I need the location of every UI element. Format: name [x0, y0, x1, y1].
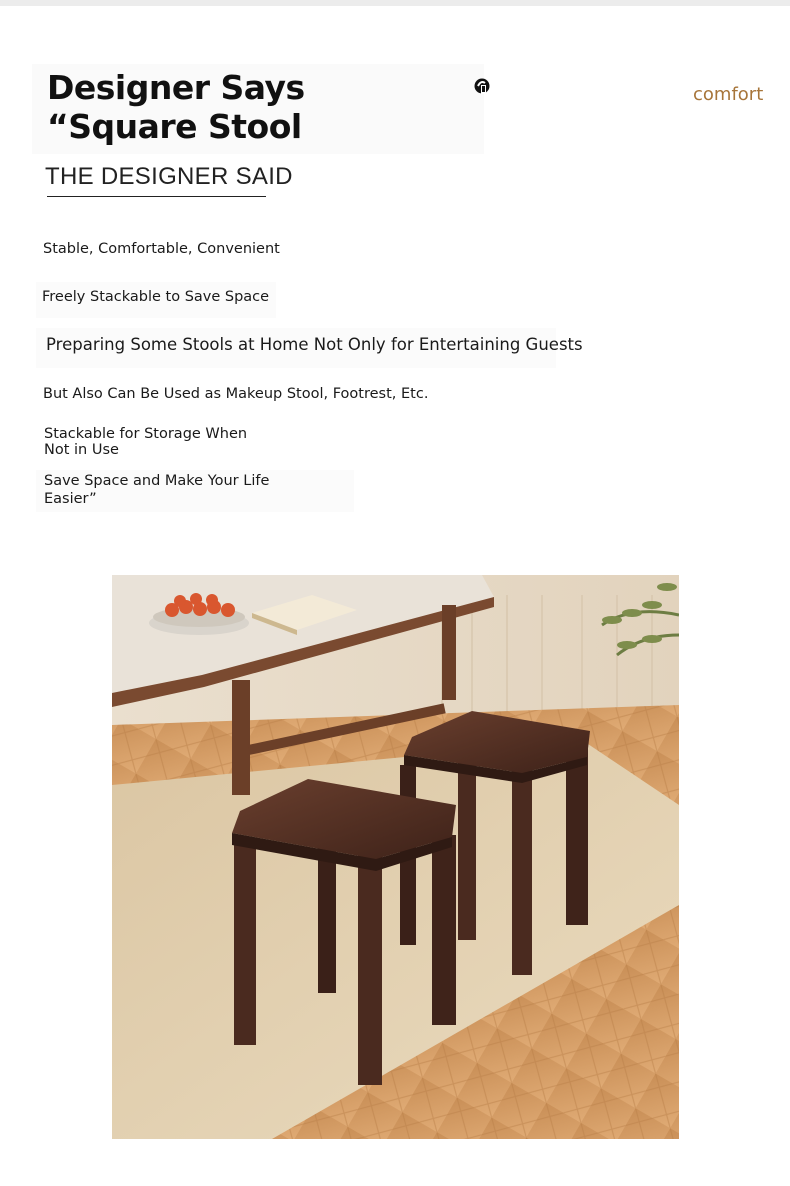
subtitle-underline — [47, 196, 266, 197]
quote-mark-icon — [472, 76, 492, 96]
body-line: Preparing Some Stools at Home Not Only for Entertaining Guests — [46, 335, 583, 354]
comfort-tag: comfort — [693, 84, 764, 105]
body-line: Stackable for Storage When Not in Use — [44, 426, 248, 458]
top-divider — [0, 0, 790, 6]
body-line: Stable, Comfortable, Convenient — [43, 241, 280, 257]
section-subtitle: THE DESIGNER SAID — [45, 163, 293, 190]
body-line: Save Space and Make Your Life Easier” — [44, 473, 270, 507]
body-line: Freely Stackable to Save Space — [42, 289, 270, 305]
product-photo — [112, 575, 679, 1139]
body-line: But Also Can Be Used as Makeup Stool, Footrest, Etc. — [43, 386, 429, 402]
page-title: Designer Says “Square Stool — [47, 68, 305, 146]
